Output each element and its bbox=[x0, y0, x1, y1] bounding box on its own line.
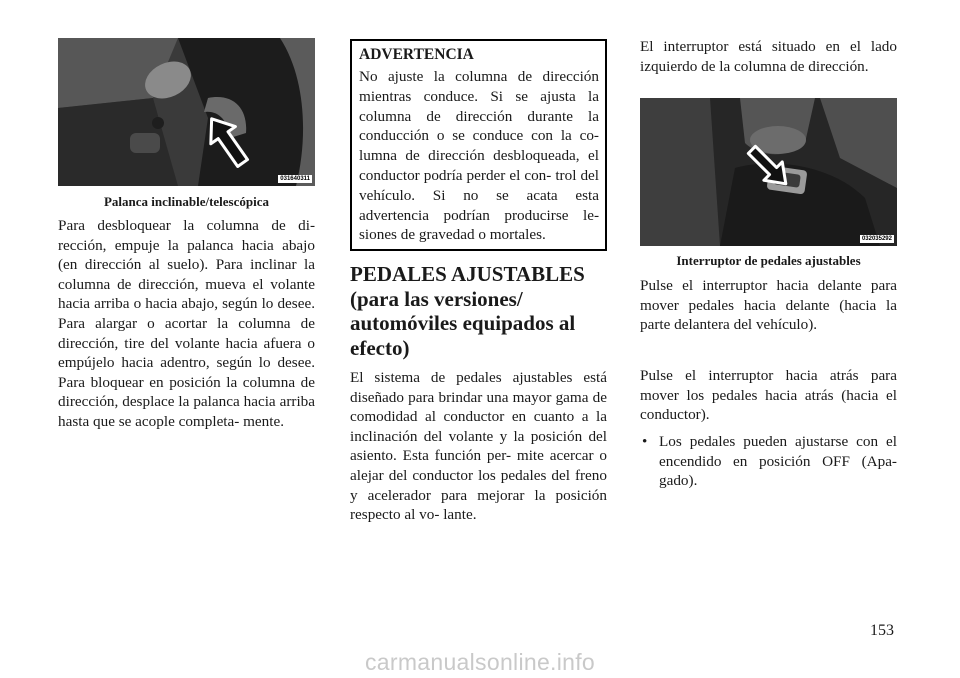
bullet-text: Los pedales pueden ajustarse con el encendido en posición OFF (Apa- gado). bbox=[659, 433, 897, 490]
tilt-telescopic-lever-photo bbox=[58, 38, 315, 186]
warning-box bbox=[350, 39, 607, 251]
switch-location-paragraph: El interruptor está situado en el lado izquierdo de la columna de dirección. bbox=[640, 38, 897, 75]
bullet-dot: • bbox=[642, 433, 648, 450]
unlock-instructions-paragraph: Para desbloquear la columna de di- rección, empuje la palanca hacia abajo (en dirección al suelo). Para inclinar la columna de dirección, mueva el volante hacia arriba o hacia abajo, según lo desee. Para alargar o acortar la columna de dirección, tire del volante hacia afuera o empújelo hacia adentro, según lo desee. Para bloquear en posición la columna de dirección, desplace la palanca hacia arriba hasta que se acople completa- mente. bbox=[58, 217, 315, 430]
image-id-label: 031640311 bbox=[280, 176, 310, 182]
steering-column-image bbox=[58, 38, 315, 186]
adjustable-pedals-paragraph: El sistema de pedales ajustables está diseñado para brindar una mayor gama de comodidad al conductor en cuanto a la inclinación del volante y la posición del asiento. Esta función per- mite acercar o alejar del conductor los pedales del freno y acelerador para mejorar la posición respecto al vo- lante. bbox=[350, 369, 607, 524]
pedal-switch-image bbox=[640, 98, 897, 246]
backward-paragraph: Pulse el interruptor hacia atrás para mover los pedales hacia atrás (hacia el conductor). bbox=[640, 367, 897, 424]
section-heading: PEDALES AJUSTABLES (para las versiones/ automóviles equipados al efecto) bbox=[350, 262, 585, 360]
image-id-label: 032035292 bbox=[861, 236, 892, 242]
figure-caption: Palanca inclinable/telescópica bbox=[103, 194, 269, 209]
bullet-item bbox=[640, 432, 897, 491]
warning-text: No ajuste la columna de dirección mientras conduce. Si se ajusta la columna de dirección durante la conducción o se conduce con la co- lumna de dirección desbloqueada, el conductor podría perder el con- trol del vehículo. Si no se acata esta advertencia podrían producirse le- siones de gravedad o mortales. bbox=[359, 68, 599, 244]
figure-caption: Interruptor de pedales ajustables bbox=[676, 253, 861, 268]
forward-paragraph: Pulse el interruptor hacia delante para mover pedales hacia delante (hacia la parte delantera del vehículo). bbox=[640, 277, 897, 334]
page-number: 153 bbox=[870, 622, 894, 639]
warning-title: ADVERTENCIA bbox=[359, 46, 474, 63]
adjustable-pedals-switch-photo bbox=[640, 98, 897, 246]
watermark: carmanualsonline.info bbox=[364, 649, 596, 675]
